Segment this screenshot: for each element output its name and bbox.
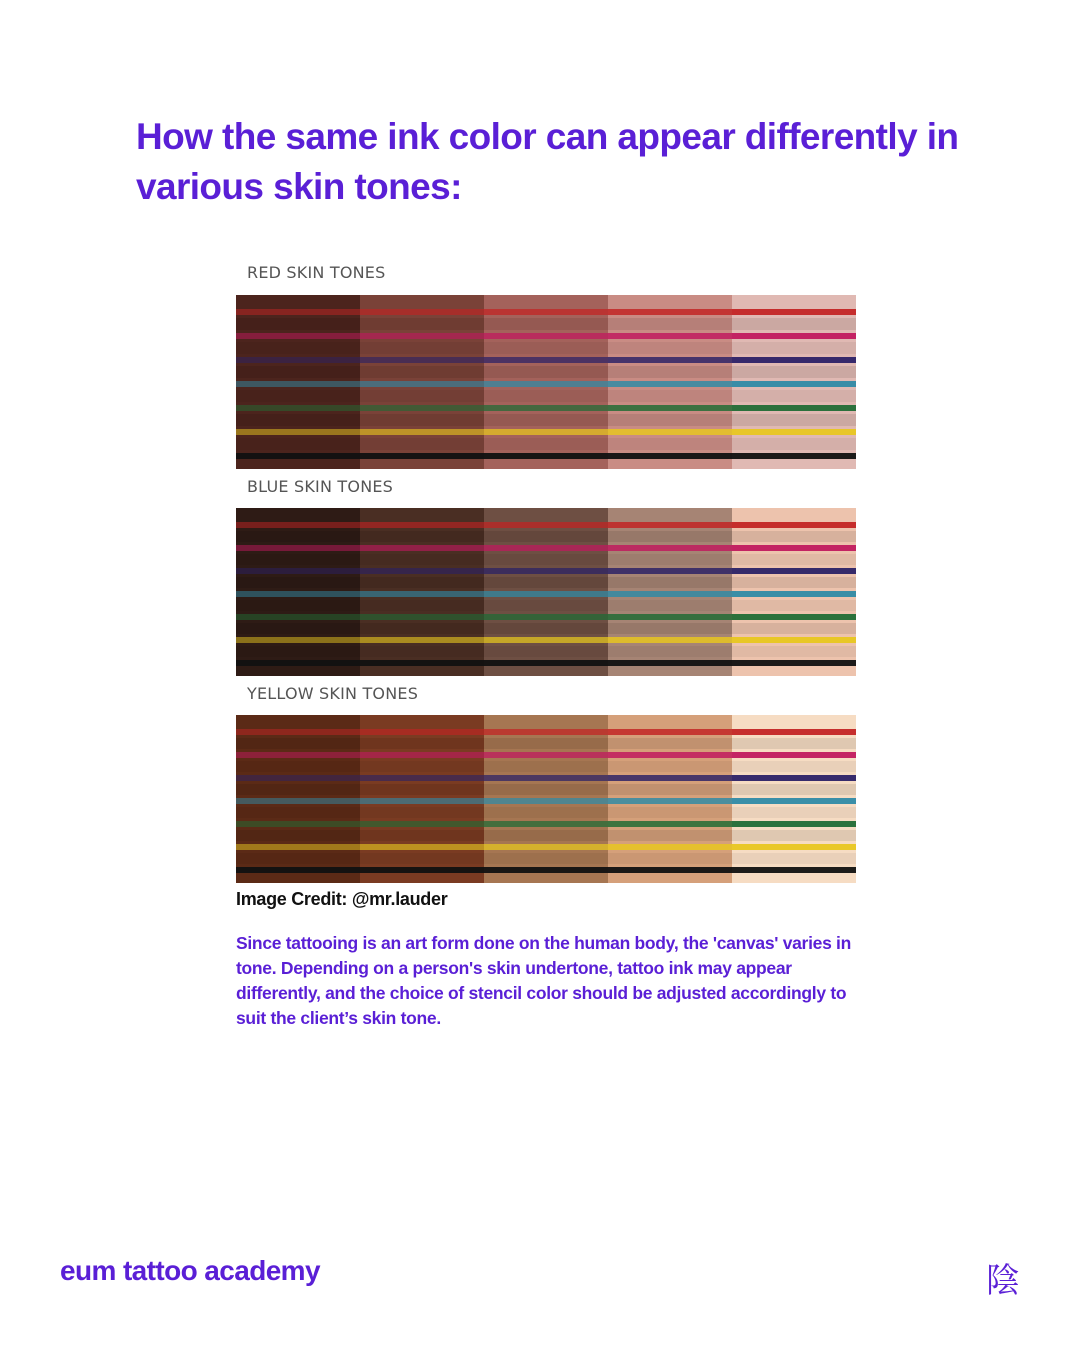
shade-band	[484, 807, 609, 818]
shade-band	[608, 366, 733, 378]
ink-stripe	[360, 867, 485, 873]
shade-band	[484, 784, 609, 795]
ink-stripe	[732, 405, 856, 411]
shade-band	[360, 738, 485, 749]
ink-stripe	[732, 775, 856, 781]
shade-band	[360, 342, 485, 354]
ink-stripe	[236, 798, 361, 804]
shade-band	[608, 646, 733, 657]
ink-stripe	[608, 568, 733, 574]
ink-stripe	[360, 660, 485, 666]
shade-band	[360, 623, 485, 634]
shade-band	[732, 318, 856, 330]
ink-stripe	[236, 522, 361, 528]
ink-stripe	[608, 405, 733, 411]
image-credit: Image Credit: @mr.lauder	[236, 889, 448, 909]
ink-stripe	[484, 752, 609, 758]
ink-stripe	[484, 381, 609, 387]
ink-stripe	[732, 798, 856, 804]
shade-band	[484, 318, 609, 330]
ink-stripe	[484, 333, 609, 339]
shade-band	[732, 531, 856, 542]
ink-stripe	[732, 660, 856, 666]
ink-stripe	[360, 752, 485, 758]
ink-stripe	[360, 357, 485, 363]
ink-stripe	[732, 591, 856, 597]
ink-stripe	[236, 453, 361, 459]
ink-stripe	[732, 429, 856, 435]
shade-band	[484, 646, 609, 657]
ink-stripe	[484, 453, 609, 459]
shade-band	[732, 623, 856, 634]
shade-band	[360, 318, 485, 330]
shade-band	[360, 784, 485, 795]
ink-stripe	[484, 568, 609, 574]
ink-stripe	[732, 844, 856, 850]
shade-band	[360, 366, 485, 378]
shade-band	[484, 438, 609, 450]
shade-band	[484, 623, 609, 634]
ink-stripe	[732, 357, 856, 363]
ink-stripe	[360, 614, 485, 620]
shade-band	[236, 600, 361, 611]
ink-stripe	[608, 309, 733, 315]
shade-band	[608, 784, 733, 795]
shade-band	[236, 738, 361, 749]
ink-stripe	[236, 867, 361, 873]
shade-band	[732, 342, 856, 354]
brand-name[interactable]: eum tattoo academy	[60, 1255, 320, 1286]
shade-band	[484, 414, 609, 426]
shade-band	[236, 761, 361, 772]
ink-stripe	[732, 381, 856, 387]
ink-stripe	[236, 357, 361, 363]
ink-stripe	[236, 381, 361, 387]
ink-stripe	[236, 405, 361, 411]
ink-stripe	[608, 844, 733, 850]
ink-stripe	[360, 637, 485, 643]
ink-stripe	[360, 591, 485, 597]
shade-band	[732, 761, 856, 772]
shade-band	[236, 577, 361, 588]
shade-band	[732, 414, 856, 426]
ink-stripe	[236, 591, 361, 597]
body-text: Since tattooing is an art form done on the human body, the 'canvas' varies in tone. Depending on a person's skin undertone, tattoo ink may appear differently, and the choice of stencil color should be adjusted accordingly to suit the client’s skin tone.	[236, 933, 852, 1028]
shade-band	[608, 531, 733, 542]
shade-band	[484, 738, 609, 749]
section-title-blue: BLUE SKIN TONES	[247, 477, 394, 496]
shade-band	[236, 646, 361, 657]
shade-band	[732, 577, 856, 588]
ink-stripe	[732, 568, 856, 574]
shade-band	[608, 342, 733, 354]
shade-band	[608, 577, 733, 588]
shade-band	[360, 554, 485, 565]
ink-stripe	[236, 775, 361, 781]
ink-stripe	[360, 453, 485, 459]
shade-band	[732, 853, 856, 864]
shade-band	[608, 600, 733, 611]
ink-stripe	[484, 821, 609, 827]
shade-band	[236, 318, 361, 330]
shade-band	[732, 646, 856, 657]
section-title-red: RED SKIN TONES	[247, 263, 386, 282]
shade-band	[608, 318, 733, 330]
ink-stripe	[360, 309, 485, 315]
shade-band	[236, 807, 361, 818]
shade-band	[608, 853, 733, 864]
ink-stripe	[236, 660, 361, 666]
ink-stripe	[732, 453, 856, 459]
shade-band	[608, 623, 733, 634]
shade-band	[236, 414, 361, 426]
ink-stripe	[732, 522, 856, 528]
ink-stripe	[608, 867, 733, 873]
shade-band	[360, 600, 485, 611]
ink-stripe	[236, 333, 361, 339]
ink-stripe	[236, 429, 361, 435]
ink-stripe	[608, 775, 733, 781]
ink-stripe	[236, 614, 361, 620]
ink-stripe	[360, 775, 485, 781]
ink-stripe	[608, 729, 733, 735]
shade-band	[236, 342, 361, 354]
shade-band	[236, 531, 361, 542]
shade-band	[608, 390, 733, 402]
ink-stripe	[360, 729, 485, 735]
shade-band	[732, 784, 856, 795]
ink-stripe	[608, 798, 733, 804]
ink-stripe	[360, 522, 485, 528]
ink-stripe	[608, 522, 733, 528]
ink-stripe	[236, 309, 361, 315]
shade-band	[732, 600, 856, 611]
ink-stripe	[360, 429, 485, 435]
shade-band	[608, 438, 733, 450]
ink-stripe	[484, 660, 609, 666]
shade-band	[484, 600, 609, 611]
ink-stripe	[732, 729, 856, 735]
shade-band	[484, 342, 609, 354]
ink-stripe	[360, 844, 485, 850]
shade-band	[360, 830, 485, 841]
ink-stripe	[484, 775, 609, 781]
shade-band	[608, 761, 733, 772]
ink-stripe	[608, 333, 733, 339]
ink-stripe	[484, 798, 609, 804]
shade-band	[360, 531, 485, 542]
ink-stripe	[608, 381, 733, 387]
ink-stripe	[608, 614, 733, 620]
shade-band	[484, 531, 609, 542]
ink-stripe	[236, 568, 361, 574]
shade-band	[360, 414, 485, 426]
ink-stripe	[732, 821, 856, 827]
brand-mark-icon: 陰	[986, 1261, 1020, 1301]
shade-band	[732, 390, 856, 402]
shade-band	[484, 853, 609, 864]
shade-band	[608, 738, 733, 749]
ink-stripe	[236, 729, 361, 735]
shade-band	[236, 784, 361, 795]
blue-skin-swatch	[236, 508, 856, 676]
ink-stripe	[608, 357, 733, 363]
ink-stripe	[236, 637, 361, 643]
shade-band	[608, 414, 733, 426]
ink-stripe	[732, 309, 856, 315]
shade-band	[360, 390, 485, 402]
ink-stripe	[608, 429, 733, 435]
ink-stripe	[608, 821, 733, 827]
ink-stripe	[608, 545, 733, 551]
yellow-skin-swatch	[236, 715, 856, 883]
shade-band	[732, 438, 856, 450]
ink-stripe	[236, 752, 361, 758]
red-skin-swatch	[236, 295, 856, 469]
shade-band	[484, 390, 609, 402]
ink-stripe	[484, 844, 609, 850]
shade-band	[484, 366, 609, 378]
ink-stripe	[608, 453, 733, 459]
shade-band	[360, 807, 485, 818]
shade-band	[608, 830, 733, 841]
ink-stripe	[732, 333, 856, 339]
ink-stripe	[732, 545, 856, 551]
shade-band	[236, 554, 361, 565]
shade-band	[236, 830, 361, 841]
ink-stripe	[484, 357, 609, 363]
shade-band	[484, 554, 609, 565]
shade-band	[360, 438, 485, 450]
ink-stripe	[360, 405, 485, 411]
ink-stripe	[484, 867, 609, 873]
ink-stripe	[732, 637, 856, 643]
ink-stripe	[484, 405, 609, 411]
ink-stripe	[484, 614, 609, 620]
shade-band	[732, 366, 856, 378]
ink-stripe	[484, 522, 609, 528]
ink-stripe	[360, 333, 485, 339]
ink-stripe	[360, 381, 485, 387]
shade-band	[236, 623, 361, 634]
ink-stripe	[360, 545, 485, 551]
ink-stripe	[360, 568, 485, 574]
shade-band	[360, 577, 485, 588]
shade-band	[732, 830, 856, 841]
shade-band	[360, 853, 485, 864]
ink-stripe	[608, 637, 733, 643]
ink-stripe	[484, 309, 609, 315]
ink-stripe	[732, 867, 856, 873]
headline: How the same ink color can appear differently in various skin tones:	[136, 116, 959, 207]
ink-stripe	[484, 729, 609, 735]
shade-band	[236, 438, 361, 450]
shade-band	[236, 853, 361, 864]
ink-stripe	[732, 614, 856, 620]
ink-stripe	[360, 798, 485, 804]
ink-stripe	[608, 591, 733, 597]
shade-band	[484, 577, 609, 588]
shade-band	[608, 807, 733, 818]
ink-stripe	[236, 821, 361, 827]
ink-stripe	[484, 637, 609, 643]
shade-band	[732, 807, 856, 818]
shade-band	[608, 554, 733, 565]
ink-stripe	[484, 429, 609, 435]
ink-stripe	[236, 844, 361, 850]
ink-stripe	[608, 660, 733, 666]
ink-stripe	[236, 545, 361, 551]
shade-band	[484, 761, 609, 772]
shade-band	[732, 738, 856, 749]
ink-stripe	[360, 821, 485, 827]
ink-stripe	[732, 752, 856, 758]
shade-band	[236, 390, 361, 402]
shade-band	[360, 646, 485, 657]
ink-stripe	[608, 752, 733, 758]
shade-band	[360, 761, 485, 772]
ink-stripe	[484, 545, 609, 551]
ink-stripe	[484, 591, 609, 597]
shade-band	[732, 554, 856, 565]
section-title-yellow: YELLOW SKIN TONES	[247, 684, 419, 703]
shade-band	[484, 830, 609, 841]
shade-band	[236, 366, 361, 378]
